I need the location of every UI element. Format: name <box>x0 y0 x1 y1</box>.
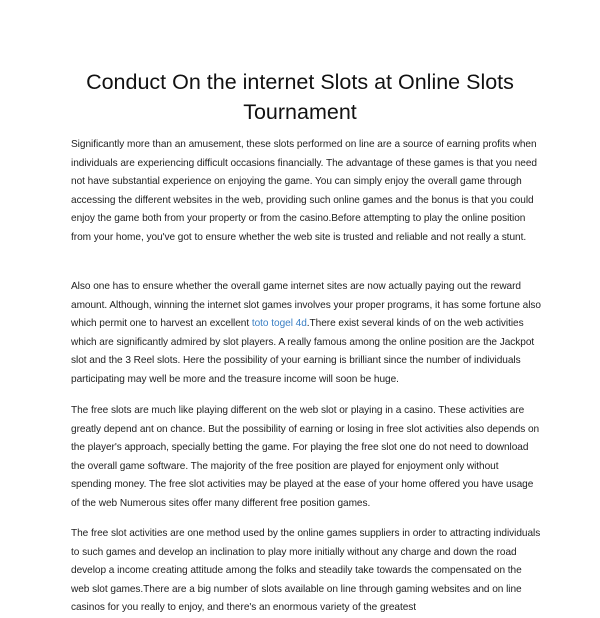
paragraph-1: Significantly more than an amusement, these slots performed on line are a source of earning profits when individuals are experiencing difficult occasions financially. The advantage of these games is that you need not have substantial experience on enjoying the game. You can simply enjoy the overall game through accessing the different websites in the web, providing such online games and the bonus is that you could enjoy the game both from your property or from the casino.Before attempting to play the online position from your home, you've got to ensure whether the web site is trusted and reliable and not really a stunt. <box>71 139 537 243</box>
paragraph-2-text-before: Also one has to ensure whether the overall game internet sites are now actually paying out the reward amount. Although, winning the internet slot games involves your proper programs, it has some fortune also which permit one to harvest an excellent <box>71 281 541 330</box>
paragraph-2-text-after: .There exist several kinds of on the web activities which are significantly admired by slot players. A really famous among the online position are the Jackpot slot and the 3 Reel slots. Here the possibility of your earning is brilliant since the number of individuals participating may well be more and the treasure income will soon be huge. <box>71 318 535 385</box>
paragraph-2 <box>71 278 541 390</box>
paragraph-3: The free slots are much like playing different on the web slot or playing in a casino. These activities are greatly depend ant on chance. But the possibility of earning or losing in free slot activities also depends on the player's approach, specially betting the game. For playing the free slot one do not need to download the overall game software. The majority of the free position are played for enjoyment only without spending money. The free slot activities may be played at the ease of your home offered you have usage of the web Numerous sites offer many different free position games. <box>71 405 540 509</box>
toto-togel-link[interactable]: toto togel 4d <box>251 318 307 330</box>
document-title: Conduct On the internet Slots at Online Slots Tournament <box>86 70 514 124</box>
paragraph-4: The free slot activities are one method used by the online games suppliers in order to attracting individuals to such games and develop an inclination to play more initially without any charge and down the road develop a income creating attitude among the folks and steadily take towards the compensated on the web slot games.There are a big number of slots available on line through gaming websites and on line casinos for you really to enjoy, and there's an enormous variety of the greatest <box>71 528 541 614</box>
